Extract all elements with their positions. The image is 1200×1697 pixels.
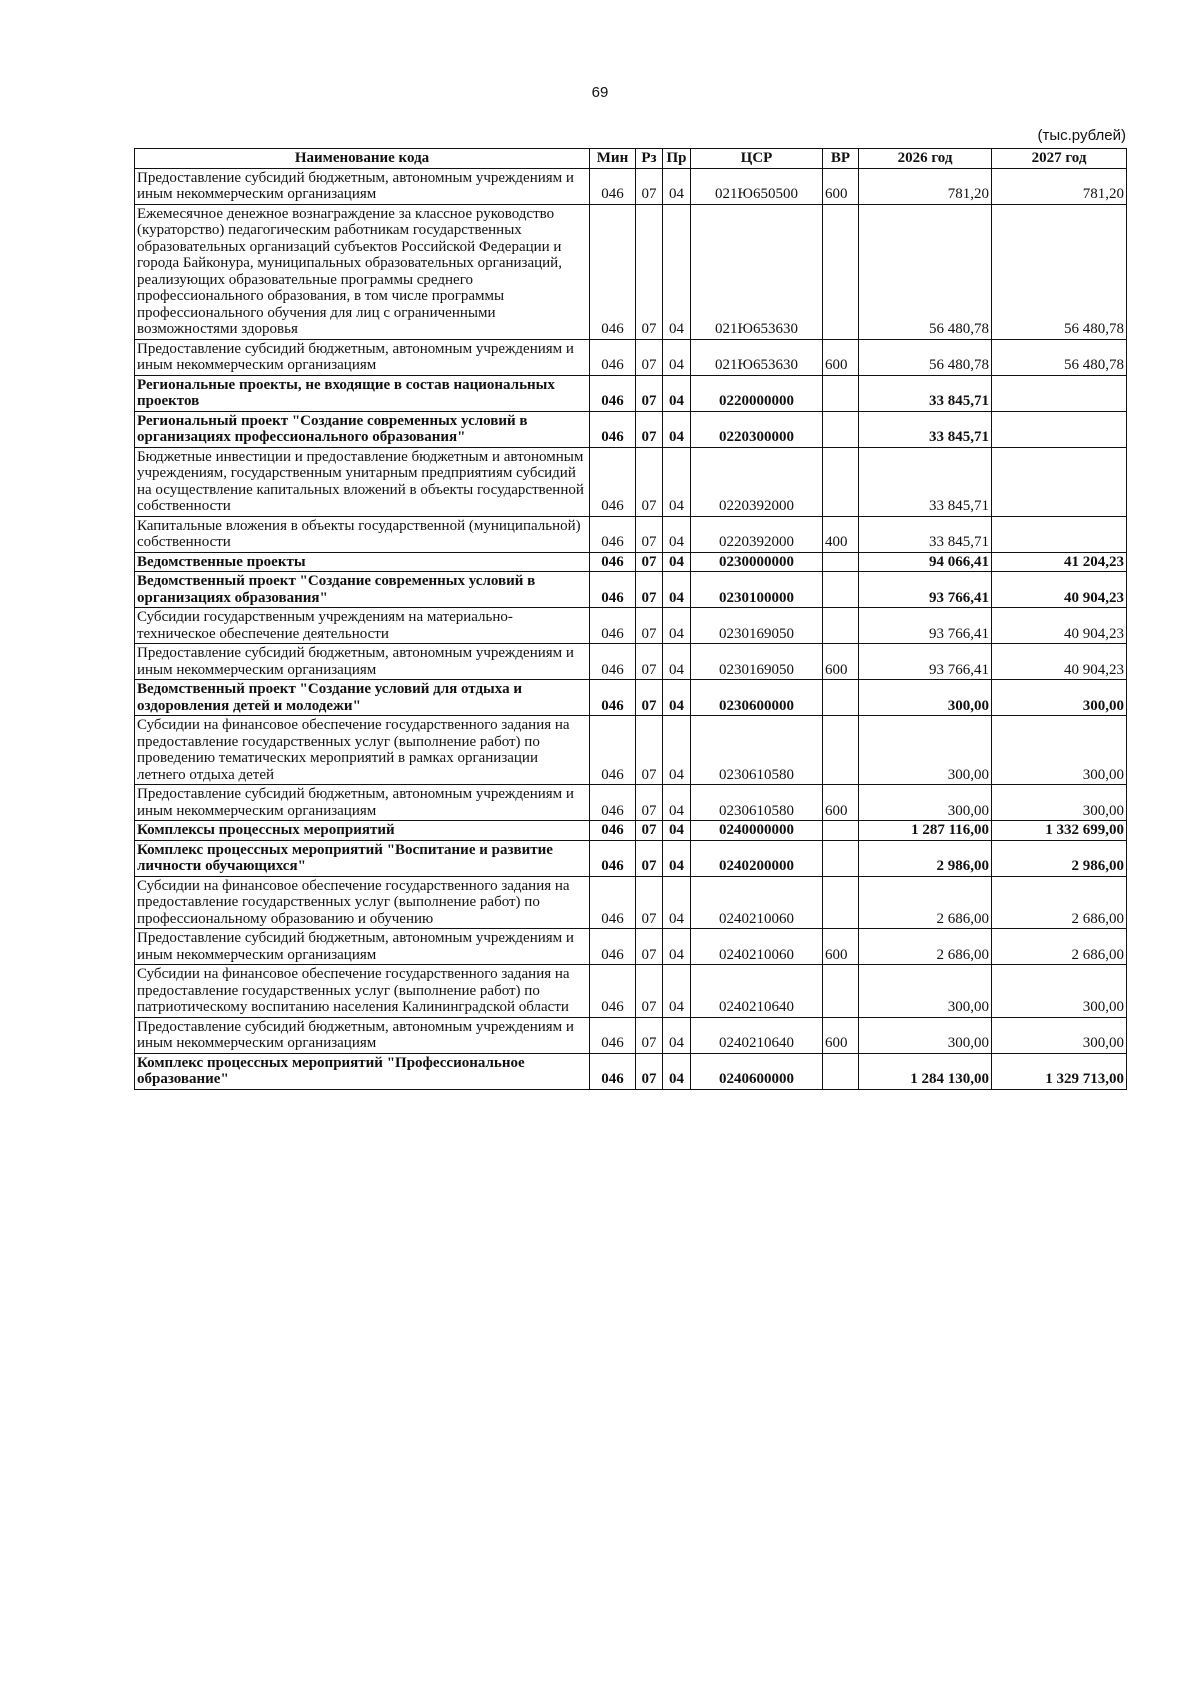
cell-2027: 56 480,78 [992, 339, 1127, 375]
cell-2027: 300,00 [992, 716, 1127, 785]
cell-csr: 0220392000 [691, 447, 823, 516]
table-row [135, 965, 1127, 1018]
cell-csr: 0240210060 [691, 876, 823, 929]
cell-csr: 0240600000 [691, 1053, 823, 1089]
cell-csr: 0240000000 [691, 821, 823, 841]
table-row [135, 1017, 1127, 1053]
cell-min: 046 [590, 339, 636, 375]
cell-vr [823, 840, 859, 876]
table-row [135, 1053, 1127, 1089]
cell-pr: 04 [663, 821, 691, 841]
cell-rz: 07 [636, 965, 663, 1018]
table-row [135, 168, 1127, 204]
cell-rz: 07 [636, 840, 663, 876]
cell-csr: 0240210640 [691, 965, 823, 1018]
cell-min: 046 [590, 821, 636, 841]
cell-vr [823, 965, 859, 1018]
cell-2026: 300,00 [859, 716, 992, 785]
cell-rz: 07 [636, 447, 663, 516]
cell-2026: 2 686,00 [859, 929, 992, 965]
table-row [135, 929, 1127, 965]
cell-2026: 33 845,71 [859, 375, 992, 411]
cell-name: Предоставление субсидий бюджетным, автономным учреждениям и иным некоммерческим организациям [135, 1017, 590, 1053]
cell-name: Комплекс процессных мероприятий "Профессиональное образование" [135, 1053, 590, 1089]
cell-min: 046 [590, 644, 636, 680]
cell-vr [823, 572, 859, 608]
cell-vr [823, 680, 859, 716]
cell-pr: 04 [663, 876, 691, 929]
cell-pr: 04 [663, 840, 691, 876]
cell-pr: 04 [663, 572, 691, 608]
cell-min: 046 [590, 965, 636, 1018]
cell-2026: 2 686,00 [859, 876, 992, 929]
cell-csr: 0240210640 [691, 1017, 823, 1053]
cell-2026: 300,00 [859, 1017, 992, 1053]
cell-2026: 94 066,41 [859, 552, 992, 572]
cell-2026: 33 845,71 [859, 411, 992, 447]
table-row [135, 716, 1127, 785]
cell-pr: 04 [663, 375, 691, 411]
cell-rz: 07 [636, 821, 663, 841]
cell-csr: 0230169050 [691, 644, 823, 680]
cell-name: Субсидии на финансовое обеспечение государственного задания на предоставление государственных услуг (выполнение работ) по профессиональному образованию и обучению [135, 876, 590, 929]
cell-csr: 0230169050 [691, 608, 823, 644]
table-row [135, 552, 1127, 572]
cell-rz: 07 [636, 552, 663, 572]
cell-name: Субсидии государственным учреждениям на материально-техническое обеспечение деятельности [135, 608, 590, 644]
cell-rz: 07 [636, 876, 663, 929]
table-row [135, 876, 1127, 929]
cell-pr: 04 [663, 1053, 691, 1089]
cell-vr [823, 876, 859, 929]
cell-csr: 0230100000 [691, 572, 823, 608]
cell-csr: 0230000000 [691, 552, 823, 572]
cell-vr: 400 [823, 516, 859, 552]
table-row [135, 411, 1127, 447]
cell-csr: 021Ю653630 [691, 204, 823, 339]
cell-2027: 1 332 699,00 [992, 821, 1127, 841]
table-row [135, 516, 1127, 552]
cell-rz: 07 [636, 411, 663, 447]
cell-2026: 2 986,00 [859, 840, 992, 876]
cell-name: Ведомственные проекты [135, 552, 590, 572]
cell-2027: 300,00 [992, 680, 1127, 716]
cell-vr [823, 411, 859, 447]
cell-vr [823, 821, 859, 841]
cell-rz: 07 [636, 644, 663, 680]
table-row [135, 785, 1127, 821]
cell-2027: 300,00 [992, 965, 1127, 1018]
cell-min: 046 [590, 552, 636, 572]
cell-csr: 0220300000 [691, 411, 823, 447]
cell-2027 [992, 411, 1127, 447]
cell-2027: 40 904,23 [992, 644, 1127, 680]
cell-name: Предоставление субсидий бюджетным, автономным учреждениям и иным некоммерческим организациям [135, 929, 590, 965]
cell-pr: 04 [663, 644, 691, 680]
cell-pr: 04 [663, 516, 691, 552]
cell-min: 046 [590, 1017, 636, 1053]
cell-min: 046 [590, 572, 636, 608]
page-number: 69 [591, 84, 609, 101]
cell-pr: 04 [663, 929, 691, 965]
cell-pr: 04 [663, 965, 691, 1018]
cell-min: 046 [590, 411, 636, 447]
cell-2027 [992, 447, 1127, 516]
col-header-vr: ВР [823, 149, 859, 169]
cell-csr: 0230600000 [691, 680, 823, 716]
cell-rz: 07 [636, 929, 663, 965]
cell-min: 046 [590, 204, 636, 339]
cell-2026: 93 766,41 [859, 572, 992, 608]
col-header-2026: 2026 год [859, 149, 992, 169]
cell-name: Предоставление субсидий бюджетным, автономным учреждениям и иным некоммерческим организациям [135, 644, 590, 680]
cell-csr: 0240210060 [691, 929, 823, 965]
cell-2026: 33 845,71 [859, 447, 992, 516]
cell-min: 046 [590, 1053, 636, 1089]
cell-2027: 2 686,00 [992, 929, 1127, 965]
cell-min: 046 [590, 876, 636, 929]
cell-pr: 04 [663, 447, 691, 516]
cell-2026: 781,20 [859, 168, 992, 204]
cell-vr [823, 204, 859, 339]
cell-name: Ежемесячное денежное вознаграждение за классное руководство (кураторство) педагогическим работникам государственных образовательных организаций субъектов Российской Федерации и города Байконура, муниципальных образовательных организаций, реализующих образовательные программы среднего профессионального образования, в том числе программы профессионального обучения для лиц с ограниченными возможностями здоровья [135, 204, 590, 339]
cell-pr: 04 [663, 1017, 691, 1053]
cell-rz: 07 [636, 339, 663, 375]
cell-2027: 40 904,23 [992, 572, 1127, 608]
cell-2027: 40 904,23 [992, 608, 1127, 644]
cell-2026: 56 480,78 [859, 339, 992, 375]
cell-2026: 93 766,41 [859, 644, 992, 680]
cell-min: 046 [590, 375, 636, 411]
cell-min: 046 [590, 785, 636, 821]
cell-pr: 04 [663, 680, 691, 716]
cell-name: Субсидии на финансовое обеспечение государственного задания на предоставление государственных услуг (выполнение работ) по проведению тематических мероприятий в рамках организации летнего отдыха детей [135, 716, 590, 785]
cell-pr: 04 [663, 204, 691, 339]
table-row [135, 644, 1127, 680]
cell-name: Капитальные вложения в объекты государственной (муниципальной) собственности [135, 516, 590, 552]
col-header-rz: Рз [636, 149, 663, 169]
cell-2027: 2 686,00 [992, 876, 1127, 929]
cell-vr: 600 [823, 168, 859, 204]
cell-pr: 04 [663, 168, 691, 204]
cell-pr: 04 [663, 411, 691, 447]
cell-pr: 04 [663, 552, 691, 572]
budget-table [134, 148, 1127, 1090]
cell-rz: 07 [636, 1053, 663, 1089]
cell-name: Ведомственный проект "Создание условий для отдыха и оздоровления детей и молодежи" [135, 680, 590, 716]
table-header-row [135, 149, 1127, 169]
table-row [135, 339, 1127, 375]
cell-rz: 07 [636, 785, 663, 821]
cell-2026: 300,00 [859, 965, 992, 1018]
cell-rz: 07 [636, 608, 663, 644]
cell-2026: 300,00 [859, 785, 992, 821]
cell-name: Комплекс процессных мероприятий "Воспитание и развитие личности обучающихся" [135, 840, 590, 876]
cell-name: Региональные проекты, не входящие в состав национальных проектов [135, 375, 590, 411]
cell-vr: 600 [823, 339, 859, 375]
cell-min: 046 [590, 680, 636, 716]
cell-2027 [992, 516, 1127, 552]
cell-csr: 0240200000 [691, 840, 823, 876]
cell-csr: 0220000000 [691, 375, 823, 411]
col-header-min: Мин [590, 149, 636, 169]
units-label: (тыс.рублей) [1037, 127, 1126, 144]
table-row [135, 204, 1127, 339]
cell-csr: 021Ю650500 [691, 168, 823, 204]
cell-rz: 07 [636, 375, 663, 411]
cell-2026: 93 766,41 [859, 608, 992, 644]
cell-2027: 1 329 713,00 [992, 1053, 1127, 1089]
table-body [135, 168, 1127, 1089]
cell-2027: 781,20 [992, 168, 1127, 204]
table-row [135, 840, 1127, 876]
cell-name: Предоставление субсидий бюджетным, автономным учреждениям и иным некоммерческим организациям [135, 168, 590, 204]
table-row [135, 680, 1127, 716]
cell-vr [823, 552, 859, 572]
cell-pr: 04 [663, 785, 691, 821]
cell-name: Предоставление субсидий бюджетным, автономным учреждениям и иным некоммерческим организациям [135, 339, 590, 375]
cell-2027: 56 480,78 [992, 204, 1127, 339]
cell-min: 046 [590, 516, 636, 552]
cell-2027: 2 986,00 [992, 840, 1127, 876]
table-row [135, 608, 1127, 644]
cell-vr: 600 [823, 785, 859, 821]
cell-csr: 021Ю653630 [691, 339, 823, 375]
cell-2027: 300,00 [992, 1017, 1127, 1053]
col-header-2027: 2027 год [992, 149, 1127, 169]
cell-name: Ведомственный проект "Создание современных условий в организациях образования" [135, 572, 590, 608]
cell-min: 046 [590, 447, 636, 516]
table-row [135, 572, 1127, 608]
cell-2026: 56 480,78 [859, 204, 992, 339]
cell-vr [823, 1053, 859, 1089]
cell-name: Региональный проект "Создание современных условий в организациях профессионального образования" [135, 411, 590, 447]
cell-rz: 07 [636, 572, 663, 608]
cell-pr: 04 [663, 608, 691, 644]
cell-name: Субсидии на финансовое обеспечение государственного задания на предоставление государственных услуг (выполнение работ) по патриотическому воспитанию населения Калининградской области [135, 965, 590, 1018]
cell-name: Предоставление субсидий бюджетным, автономным учреждениям и иным некоммерческим организациям [135, 785, 590, 821]
cell-min: 046 [590, 840, 636, 876]
table-row [135, 821, 1127, 841]
col-header-name: Наименование кода [135, 149, 590, 169]
cell-csr: 0220392000 [691, 516, 823, 552]
cell-2026: 1 284 130,00 [859, 1053, 992, 1089]
cell-vr: 600 [823, 644, 859, 680]
cell-pr: 04 [663, 716, 691, 785]
cell-2027 [992, 375, 1127, 411]
cell-rz: 07 [636, 204, 663, 339]
cell-csr: 0230610580 [691, 716, 823, 785]
cell-2027: 300,00 [992, 785, 1127, 821]
cell-pr: 04 [663, 339, 691, 375]
cell-vr: 600 [823, 929, 859, 965]
cell-min: 046 [590, 608, 636, 644]
cell-rz: 07 [636, 168, 663, 204]
cell-vr: 600 [823, 1017, 859, 1053]
cell-2027: 41 204,23 [992, 552, 1127, 572]
cell-min: 046 [590, 929, 636, 965]
cell-vr [823, 447, 859, 516]
cell-rz: 07 [636, 1017, 663, 1053]
cell-min: 046 [590, 168, 636, 204]
table-row [135, 447, 1127, 516]
cell-vr [823, 608, 859, 644]
table-row [135, 375, 1127, 411]
cell-rz: 07 [636, 716, 663, 785]
cell-rz: 07 [636, 516, 663, 552]
cell-name: Бюджетные инвестиции и предоставление бюджетным и автономным учреждениям, государственным унитарным предприятиям субсидий на осуществление капитальных вложений в объекты государственной собственности [135, 447, 590, 516]
cell-2026: 300,00 [859, 680, 992, 716]
cell-2026: 1 287 116,00 [859, 821, 992, 841]
cell-vr [823, 375, 859, 411]
cell-2026: 33 845,71 [859, 516, 992, 552]
cell-min: 046 [590, 716, 636, 785]
cell-rz: 07 [636, 680, 663, 716]
cell-vr [823, 716, 859, 785]
col-header-csr: ЦСР [691, 149, 823, 169]
cell-name: Комплексы процессных мероприятий [135, 821, 590, 841]
col-header-pr: Пр [663, 149, 691, 169]
cell-csr: 0230610580 [691, 785, 823, 821]
